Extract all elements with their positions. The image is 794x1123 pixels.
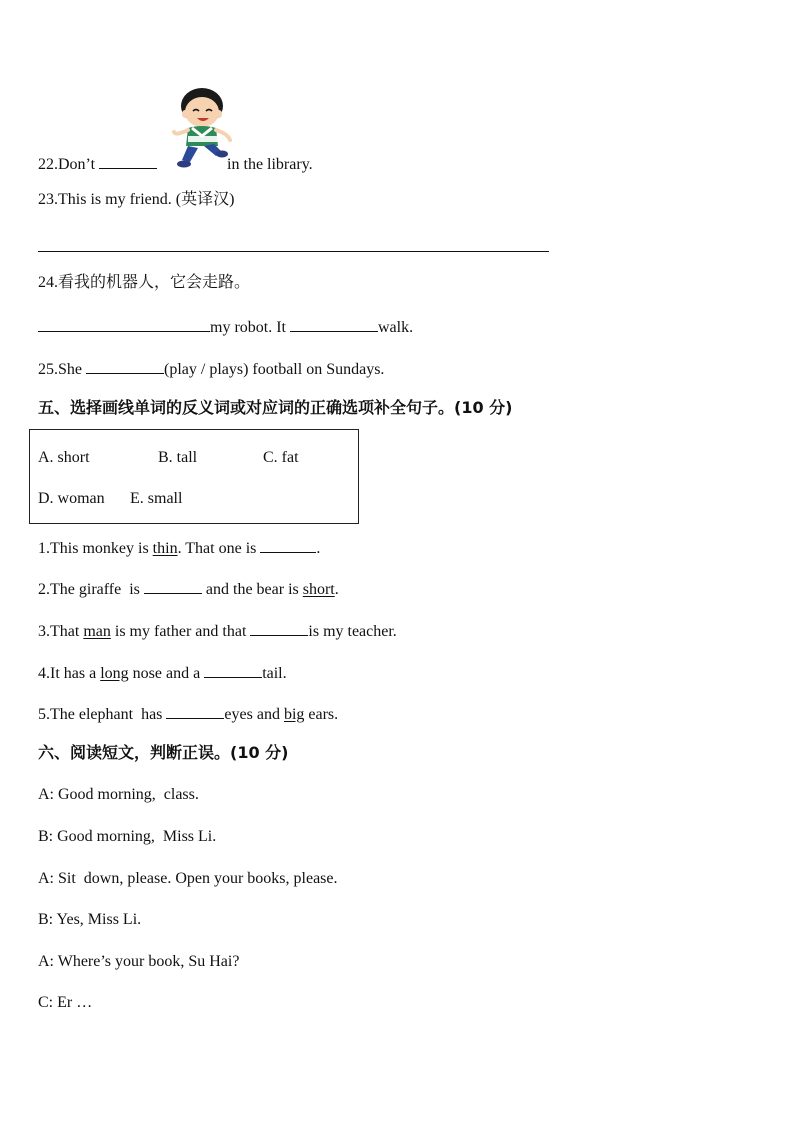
dialogue-line-3: A: Sit down, please. Open your books, please. bbox=[38, 870, 338, 887]
s5-item-4-mid: nose and a bbox=[128, 665, 205, 682]
s5-item-2-blank[interactable] bbox=[144, 577, 202, 594]
s5-item-5-underlined-word: big bbox=[283, 706, 305, 723]
s5-item-2-mid: and the bear is bbox=[201, 581, 303, 598]
q23-answer-line[interactable] bbox=[38, 251, 549, 252]
q22-prefix: 22.Don’t bbox=[38, 156, 100, 173]
s5-item-5-mid: eyes and bbox=[224, 706, 284, 723]
s5-item-5 bbox=[38, 702, 338, 725]
dialogue-line-5: A: Where’s your book, Su Hai? bbox=[38, 953, 240, 970]
s5-item-2-underlined-word: short bbox=[302, 581, 335, 598]
options-box bbox=[29, 429, 359, 524]
s5-item-5-suffix: ears. bbox=[304, 706, 339, 723]
q24-mid: my robot. It bbox=[210, 319, 290, 336]
dialogue-line-1: A: Good morning, class. bbox=[38, 786, 199, 803]
s5-item-3-mid: is my father and that bbox=[110, 623, 251, 640]
option-d: D. woman bbox=[38, 490, 105, 507]
q22-answer-blank[interactable] bbox=[99, 152, 157, 169]
s5-item-4 bbox=[38, 661, 287, 684]
question-23: 23.This is my friend. (英译汉) bbox=[38, 191, 235, 208]
s5-item-3-suffix: is my teacher. bbox=[308, 623, 397, 640]
q22-suffix: in the library. bbox=[223, 156, 313, 173]
question-25 bbox=[38, 357, 384, 380]
q24-blank-2[interactable] bbox=[290, 315, 378, 332]
s5-item-1-suffix: . bbox=[316, 540, 321, 557]
dialogue-line-2: B: Good morning, Miss Li. bbox=[38, 828, 217, 845]
q25-blank[interactable] bbox=[86, 357, 164, 374]
option-e: E. small bbox=[130, 490, 183, 507]
dialogue-line-4: B: Yes, Miss Li. bbox=[38, 911, 142, 928]
s5-item-4-suffix: tail. bbox=[262, 665, 287, 682]
s5-item-1-blank[interactable] bbox=[260, 536, 316, 553]
s5-item-3 bbox=[38, 619, 397, 642]
option-b: B. tall bbox=[158, 449, 198, 466]
s5-item-5-blank[interactable] bbox=[166, 702, 224, 719]
s5-item-2-prefix: 2.The giraffe is bbox=[38, 581, 144, 598]
q24-blank-1[interactable] bbox=[38, 315, 210, 332]
q24-end: walk. bbox=[378, 319, 414, 336]
s5-item-4-prefix: 4.It has a bbox=[38, 665, 101, 682]
option-c: C. fat bbox=[263, 449, 299, 466]
s5-item-5-prefix: 5.The elephant has bbox=[38, 706, 167, 723]
s5-item-4-underlined-word: long bbox=[100, 665, 129, 682]
s5-item-2 bbox=[38, 577, 339, 600]
question-22 bbox=[38, 152, 313, 175]
section-6-heading: 六、阅读短文，判断正误。(10 分) bbox=[38, 743, 289, 762]
q25-prefix: 25.She bbox=[38, 361, 86, 378]
s5-item-3-prefix: 3.That bbox=[38, 623, 84, 640]
question-24-answer bbox=[38, 315, 413, 338]
option-a: A. short bbox=[38, 449, 90, 466]
dialogue-line-6: C: Er … bbox=[38, 994, 93, 1011]
s5-item-1-mid: . That one is bbox=[177, 540, 261, 557]
question-24-prompt: 24.看我的机器人，它会走路。 bbox=[38, 274, 251, 291]
s5-item-1-prefix: 1.This monkey is bbox=[38, 540, 153, 557]
s5-item-3-blank[interactable] bbox=[250, 619, 308, 636]
s5-item-1 bbox=[38, 536, 320, 559]
s5-item-3-underlined-word: man bbox=[83, 623, 111, 640]
s5-item-2-suffix: . bbox=[334, 581, 339, 598]
s5-item-1-underlined-word: thin bbox=[152, 540, 178, 557]
q25-suffix: (play / plays) football on Sundays. bbox=[164, 361, 385, 378]
section-5-heading: 五、选择画线单词的反义词或对应词的正确选项补全句子。(10 分) bbox=[38, 398, 513, 417]
s5-item-4-blank[interactable] bbox=[204, 661, 262, 678]
